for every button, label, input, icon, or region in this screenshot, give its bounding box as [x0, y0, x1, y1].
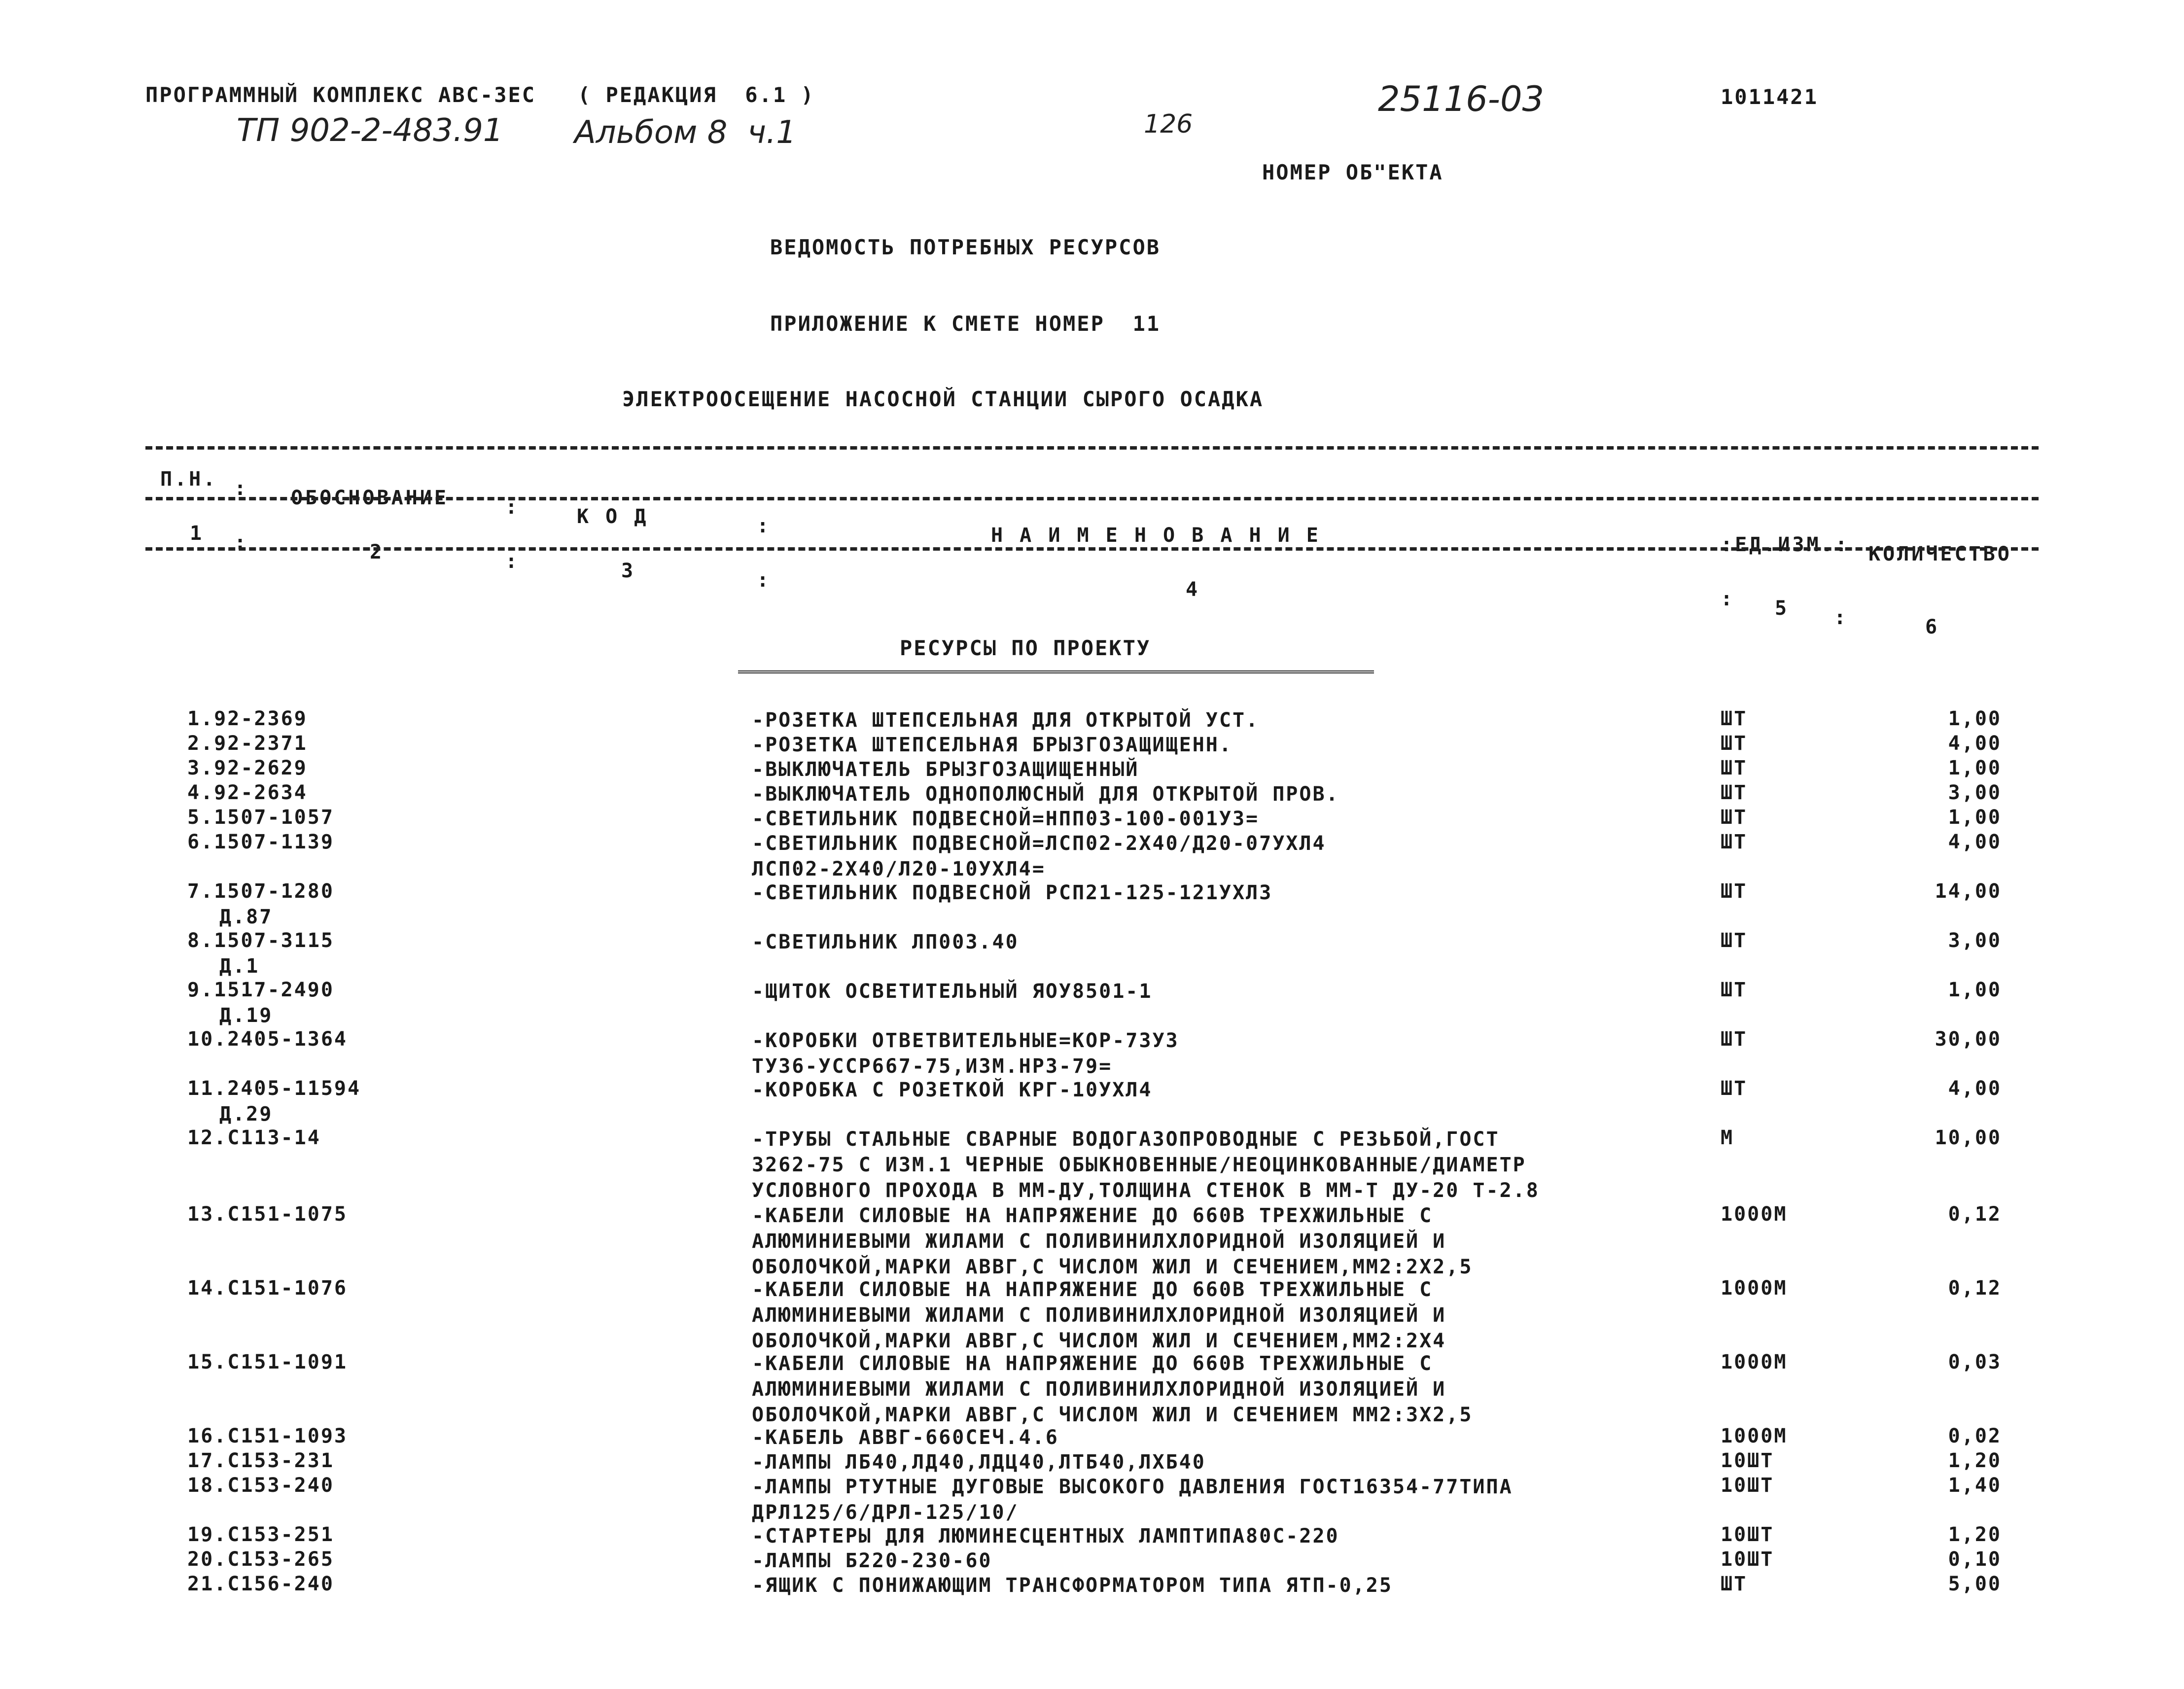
row-position-code: 7.1507-1280 [187, 880, 334, 903]
column-number-6: 6 [1925, 616, 1940, 638]
header-separator: : [234, 477, 249, 500]
row-position-code: 14.С151-1076 [187, 1277, 348, 1300]
row-quantity: 4,00 [1948, 831, 2002, 853]
section-underline [738, 670, 1374, 673]
row-quantity: 10,00 [1935, 1126, 2002, 1149]
handwritten-code: 25116-03 [1378, 79, 1545, 119]
row-subcode: Д.1 [219, 955, 260, 978]
row-name: -ЩИТОК ОСВЕТИТЕЛЬНЫЙ ЯОУ8501-1 [752, 980, 1153, 1003]
row-position-code: 3.92-2629 [187, 757, 308, 779]
row-name: -КАБЕЛИ СИЛОВЫЕ НА НАПРЯЖЕНИЕ ДО 660В ТРЕХЖИЛЬНЫЕ С АЛЮМИНИЕВЫМИ ЖИЛАМИ С ПОЛИВИНИЛХЛОРИДНОЙ ИЗОЛЯЦИЕЙ И ОБОЛОЧКОЙ,МАРКИ АВВГ,С ЧИСЛОМ ЖИЛ И СЕЧЕНИЕМ,ММ2:2Х4 [752, 1278, 1446, 1352]
row-name: -КОРОБКА С РОЗЕТКОЙ КРГ-10УХЛ4 [752, 1079, 1153, 1101]
statement-title: ВЕДОМОСТЬ ПОТРЕБНЫХ РЕСУРСОВ [770, 235, 1161, 259]
column-number-5: 5 [1775, 597, 1790, 620]
row-position-code: 8.1507-3115 [187, 929, 334, 952]
row-position-code: 9.1517-2490 [187, 979, 334, 1001]
header-name: Н А И М Е Н О В А Н И Е [991, 524, 1321, 547]
subject-title: ЭЛЕКТРООСЕЩЕНИЕ НАСОСНОЙ СТАНЦИИ СЫРОГО ОСАДКА [622, 387, 1264, 411]
row-unit: 1000М [1721, 1425, 1788, 1447]
row-position-code: 4.92-2634 [187, 781, 308, 804]
handwritten-album: Альбом 8 ч.1 [574, 114, 796, 151]
row-subcode: Д.87 [219, 906, 273, 928]
appendix-title: ПРИЛОЖЕНИЕ К СМЕТЕ НОМЕР 11 [770, 312, 1161, 336]
row-subcode: Д.19 [219, 1004, 273, 1027]
row-position-code: 15.С151-1091 [187, 1351, 348, 1373]
row-name: -ЛАМПЫ Б220-230-60 [752, 1549, 992, 1572]
header-pn: П.Н. [160, 468, 218, 491]
column-number-4: 4 [1186, 578, 1200, 601]
row-unit: ШТ [1721, 979, 1748, 1001]
header-unit: :ЕД.ИЗМ.: [1721, 533, 1850, 556]
table-top-rule [145, 446, 2039, 450]
row-quantity: 0,02 [1948, 1425, 2002, 1447]
header-code: К О Д [577, 505, 649, 528]
row-quantity: 0,10 [1948, 1548, 2002, 1571]
row-unit: ШТ [1721, 1028, 1748, 1051]
row-name: -РОЗЕТКА ШТЕПСЕЛЬНАЯ БРЫЗГОЗАЩИЩЕНН. [752, 734, 1233, 756]
row-unit: ШТ [1721, 732, 1748, 755]
table-column-headers [0, 458, 2184, 565]
row-quantity: 30,00 [1935, 1028, 2002, 1051]
program-title: ПРОГРАММНЫЙ КОМПЛЕКС АВС-3ЕС ( РЕДАКЦИЯ 6.1 ) [145, 83, 815, 107]
row-unit: ШТ [1721, 707, 1748, 730]
column-separator: : [757, 569, 772, 592]
row-position-code: 13.С151-1075 [187, 1203, 348, 1226]
table-bottom-rule [145, 547, 2039, 551]
header-separator: : [505, 496, 520, 519]
row-position-code: 10.2405-1364 [187, 1028, 348, 1051]
column-number-3: 3 [621, 560, 636, 582]
row-unit: М [1721, 1126, 1734, 1149]
row-position-code: 19.С153-251 [187, 1523, 334, 1546]
row-quantity: 1,00 [1948, 979, 2002, 1001]
row-name: -СВЕТИЛЬНИК ПОДВЕСНОЙ РСП21-125-121УХЛ3 [752, 881, 1273, 904]
row-quantity: 1,20 [1948, 1523, 2002, 1546]
row-position-code: 11.2405-11594 [187, 1077, 361, 1100]
row-unit: ШТ [1721, 880, 1748, 903]
row-quantity: 0,12 [1948, 1203, 2002, 1226]
row-position-code: 21.С156-240 [187, 1573, 334, 1595]
row-position-code: 6.1507-1139 [187, 831, 334, 853]
row-name: -СТАРТЕРЫ ДЛЯ ЛЮМИНЕСЦЕНТНЫХ ЛАМПТИПА80С-220 [752, 1525, 1339, 1548]
column-separator: : [505, 550, 520, 573]
row-position-code: 12.С113-14 [187, 1126, 321, 1149]
column-separator: : [234, 531, 249, 554]
row-name: -РОЗЕТКА ШТЕПСЕЛЬНАЯ ДЛЯ ОТКРЫТОЙ УСТ. [752, 709, 1260, 732]
row-name: -ВЫКЛЮЧАТЕЛЬ БРЫЗГОЗАЩИЩЕННЫЙ [752, 758, 1139, 781]
row-unit: ШТ [1721, 781, 1748, 804]
row-unit: ШТ [1721, 806, 1748, 829]
row-unit: ШТ [1721, 1077, 1748, 1100]
row-position-code: 18.С153-240 [187, 1474, 334, 1497]
row-quantity: 1,00 [1948, 806, 2002, 829]
row-name: -КАБЕЛИ СИЛОВЫЕ НА НАПРЯЖЕНИЕ ДО 660В ТРЕХЖИЛЬНЫЕ С АЛЮМИНИЕВЫМИ ЖИЛАМИ С ПОЛИВИНИЛХЛОРИДНОЙ ИЗОЛЯЦИЕЙ И ОБОЛОЧКОЙ,МАРКИ АВВГ,С ЧИСЛОМ ЖИЛ И СЕЧЕНИЕМ ММ2:3Х2,5 [752, 1352, 1473, 1426]
handwritten-tp-number: ТП 902-2-483.91 [237, 112, 503, 149]
row-position-code: 5.1507-1057 [187, 806, 334, 829]
row-unit: 1000М [1721, 1351, 1788, 1373]
row-name: -ВЫКЛЮЧАТЕЛЬ ОДНОПОЛЮСНЫЙ ДЛЯ ОТКРЫТОЙ ПРОВ. [752, 783, 1339, 806]
row-position-code: 16.С151-1093 [187, 1425, 348, 1447]
row-unit: 10ШТ [1721, 1474, 1774, 1497]
row-name: -ЛАМПЫ ЛБ40,ЛД40,ЛДЦ40,ЛТБ40,ЛХБ40 [752, 1451, 1206, 1474]
column-separator: : [1721, 588, 1735, 610]
row-quantity: 1,00 [1948, 707, 2002, 730]
row-quantity: 3,00 [1948, 929, 2002, 952]
row-unit: ШТ [1721, 757, 1748, 779]
header-quantity: КОЛИЧЕСТВО [1868, 543, 2012, 565]
table-mid-rule [145, 497, 2039, 500]
row-quantity: 0,12 [1948, 1277, 2002, 1300]
row-name: -ЯЩИК С ПОНИЖАЮЩИМ ТРАНСФОРМАТОРОМ ТИПА ЯТП-0,25 [752, 1574, 1393, 1597]
handwritten-page-number: 126 [1144, 109, 1193, 139]
row-quantity: 4,00 [1948, 732, 2002, 755]
row-position-code: 20.С153-265 [187, 1548, 334, 1571]
row-unit: 10ШТ [1721, 1548, 1774, 1571]
header-basis: ОБОСНОВАНИЕ [291, 487, 449, 509]
row-subcode: Д.29 [219, 1103, 273, 1126]
row-name: -ТРУБЫ СТАЛЬНЫЕ СВАРНЫЕ ВОДОГАЗОПРОВОДНЫЕ С РЕЗЬБОЙ,ГОСТ 3262-75 С ИЗМ.1 ЧЕРНЫЕ ОБЫКНОВЕННЫЕ/НЕОЦИНКОВАННЫЕ/ДИАМЕТР УСЛОВНОГО ПРОХОДА В ММ-ДУ,ТОЛЩИНА СТЕНОК В ММ-Т ДУ-20 Т-2.8 [752, 1128, 1540, 1202]
row-name: -ЛАМПЫ РТУТНЫЕ ДУГОВЫЕ ВЫСОКОГО ДАВЛЕНИЯ ГОСТ16354-77ТИПА ДРЛ125/6/ДРЛ-125/10/ [752, 1476, 1513, 1524]
row-name: -КАБЕЛЬ АВВГ-660СЕЧ.4.6 [752, 1426, 1059, 1449]
row-quantity: 4,00 [1948, 1077, 2002, 1100]
row-name: -СВЕТИЛЬНИК ЛП003.40 [752, 931, 1019, 953]
row-unit: 10ШТ [1721, 1449, 1774, 1472]
row-unit: ШТ [1721, 1573, 1748, 1595]
row-name: -СВЕТИЛЬНИК ПОДВЕСНОЙ=ЛСП02-2Х40/Д20-07УХЛ4 ЛСП02-2Х40/Л20-10УХЛ4= [752, 832, 1326, 880]
row-quantity: 3,00 [1948, 781, 2002, 804]
document-code: 1011421 [1721, 85, 1819, 109]
row-unit: ШТ [1721, 831, 1748, 853]
row-name: -КОРОБКИ ОТВЕТВИТЕЛЬНЫЕ=КОР-73У3 ТУ36-УССР667-75,ИЗМ.НР3-79= [752, 1029, 1179, 1078]
row-quantity: 1,20 [1948, 1449, 2002, 1472]
object-number-label: НОМЕР ОБ"ЕКТА [1262, 160, 1444, 184]
row-unit: 1000М [1721, 1203, 1788, 1226]
row-quantity: 0,03 [1948, 1351, 2002, 1373]
column-number-2: 2 [370, 541, 385, 563]
header-separator: : [757, 515, 772, 537]
column-number-1: 1 [190, 522, 205, 545]
row-unit: 1000М [1721, 1277, 1788, 1300]
row-quantity: 1,00 [1948, 757, 2002, 779]
column-separator: : [1834, 606, 1849, 629]
row-position-code: 1.92-2369 [187, 707, 308, 730]
row-quantity: 1,40 [1948, 1474, 2002, 1497]
row-name: -КАБЕЛИ СИЛОВЫЕ НА НАПРЯЖЕНИЕ ДО 660В ТРЕХЖИЛЬНЫЕ С АЛЮМИНИЕВЫМИ ЖИЛАМИ С ПОЛИВИНИЛХЛОРИДНОЙ ИЗОЛЯЦИЕЙ И ОБОЛОЧКОЙ,МАРКИ АВВГ,С ЧИСЛОМ ЖИЛ И СЕЧЕНИЕМ,ММ2:2Х2,5 [752, 1204, 1473, 1278]
row-position-code: 2.92-2371 [187, 732, 308, 755]
row-unit: ШТ [1721, 929, 1748, 952]
section-title: РЕСУРСЫ ПО ПРОЕКТУ [900, 636, 1151, 660]
row-quantity: 5,00 [1948, 1573, 2002, 1595]
row-position-code: 17.С153-231 [187, 1449, 334, 1472]
row-unit: 10ШТ [1721, 1523, 1774, 1546]
row-quantity: 14,00 [1935, 880, 2002, 903]
row-name: -СВЕТИЛЬНИК ПОДВЕСНОЙ=НПП03-100-001У3= [752, 808, 1260, 830]
